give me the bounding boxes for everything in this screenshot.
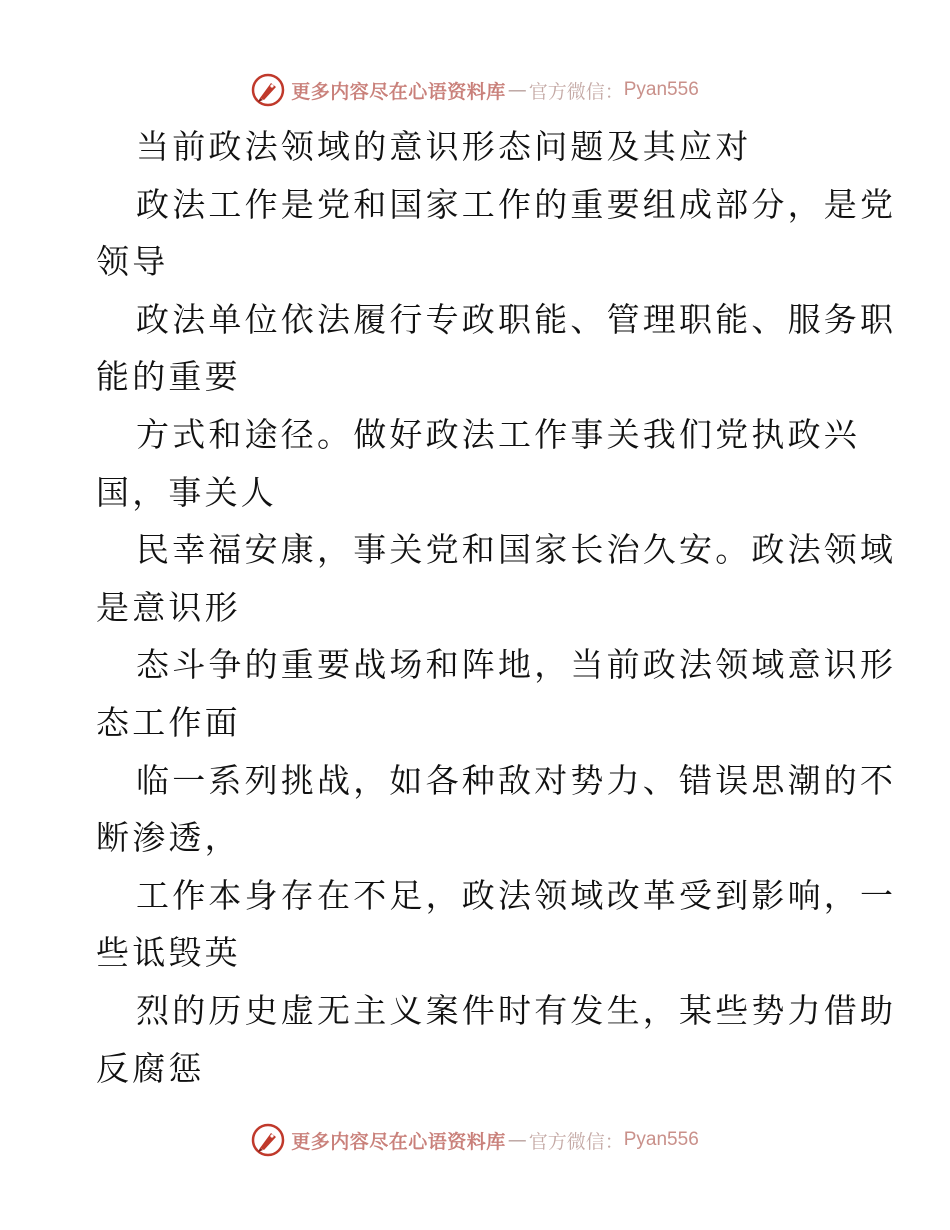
banner-wechat-id: Pyan556 xyxy=(623,79,699,100)
text-line: 断渗透， xyxy=(96,818,241,858)
text-line: 能的重要 xyxy=(96,357,241,397)
text-line: 领导 xyxy=(96,242,169,282)
text-line: 临一系列挑战，如各种敌对势力、错误思潮的不 xyxy=(136,760,897,800)
banner-official-label: 官方微信： xyxy=(528,80,624,103)
document-body xyxy=(96,118,897,1097)
pen-nib-logo-icon xyxy=(251,1123,285,1157)
text-line: 烈的历史虚无主义案件时有发生，某些势力借助 xyxy=(136,990,897,1030)
banner-official-label: 官方微信： xyxy=(528,1130,624,1153)
text-line: 反腐惩 xyxy=(96,1048,205,1088)
text-line: 态斗争的重要战场和阵地，当前政法领域意识形 xyxy=(136,645,897,685)
text-line: 国，事关人 xyxy=(96,472,277,512)
banner-separator: — xyxy=(507,79,527,101)
text-line: 政法工作是党和国家工作的重要组成部分，是党 xyxy=(136,184,897,224)
text-line: 方式和途径。做好政法工作事关我们党执政兴 xyxy=(136,414,860,454)
banner-wechat-id: Pyan556 xyxy=(623,1129,699,1150)
document-title: 当前政法领域的意识形态问题及其应对 xyxy=(136,127,752,166)
footer-banner xyxy=(0,1120,950,1160)
banner-separator: — xyxy=(507,1129,527,1151)
banner-slogan: 更多内容尽在心语资料库 xyxy=(291,80,506,103)
text-line: 是意识形 xyxy=(96,587,241,627)
pen-nib-logo-icon xyxy=(251,73,285,107)
text-line: 政法单位依法履行专政职能、管理职能、服务职 xyxy=(136,299,897,339)
header-banner xyxy=(0,70,950,110)
text-line: 些诋毁英 xyxy=(96,933,241,973)
text-line: 态工作面 xyxy=(96,702,241,742)
text-line: 工作本身存在不足，政法领域改革受到影响，一 xyxy=(136,875,897,915)
banner-slogan: 更多内容尽在心语资料库 xyxy=(291,1130,506,1153)
text-line: 民幸福安康，事关党和国家长治久安。政法领域 xyxy=(136,530,897,570)
